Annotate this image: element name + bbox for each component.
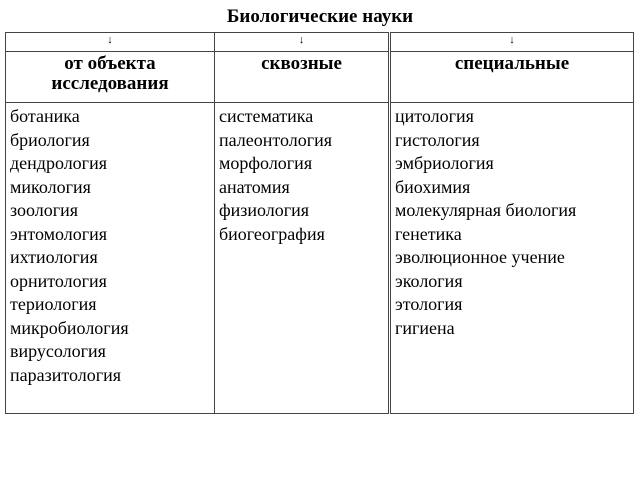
list-item: ботаника [10,106,80,126]
list-item: дендрология [10,153,107,173]
column-header-crosscutting [215,52,390,103]
list-item: систематика [219,106,314,126]
header-label: от объекта исследования [51,53,169,94]
list-item: эволюционное учение [395,247,565,267]
column-list-object [6,103,215,414]
classification-table [5,32,634,414]
page-title: Биологические науки [226,6,414,27]
list-item: биохимия [395,176,471,197]
column-header-special [390,52,634,103]
arrow-down-icon: ↓ [6,33,215,52]
list-item: физиология [219,200,310,220]
column-list-crosscutting [215,103,390,414]
column-list-special [390,103,634,414]
list-item: экология [395,270,463,291]
list-item: микробиология [10,317,129,338]
list-item: орнитология [10,270,107,291]
list-item: териология [10,294,97,314]
list-item: генетика [395,223,462,244]
list-item: анатомия [219,176,290,197]
list-item: микология [10,176,91,197]
list-item: энтомология [10,223,108,244]
list-item: эмбриология [395,153,494,173]
list-item: бриология [10,129,90,150]
list-item: морфология [219,153,313,173]
header-row [6,52,634,103]
list-item: этология [395,294,463,314]
list-item: цитология [395,106,474,126]
list-item: палеонтология [219,129,333,150]
list-item: зоология [10,200,79,220]
list-item: вирусология [10,341,106,361]
column-header-object [6,52,215,103]
list-item: биогеография [219,223,325,244]
arrow-down-icon: ↓ [215,33,390,52]
list-item: молекулярная биология [395,200,577,220]
list-item: гистология [395,129,480,150]
list-item: ихтиология [10,247,98,267]
arrow-row [6,33,634,52]
items-row [6,103,634,414]
arrow-down-icon: ↓ [390,33,634,52]
list-item: гигиена [395,317,455,338]
header-label: специальные [454,53,570,74]
list-item: паразитология [10,364,122,385]
header-label: сквозные [261,53,342,74]
